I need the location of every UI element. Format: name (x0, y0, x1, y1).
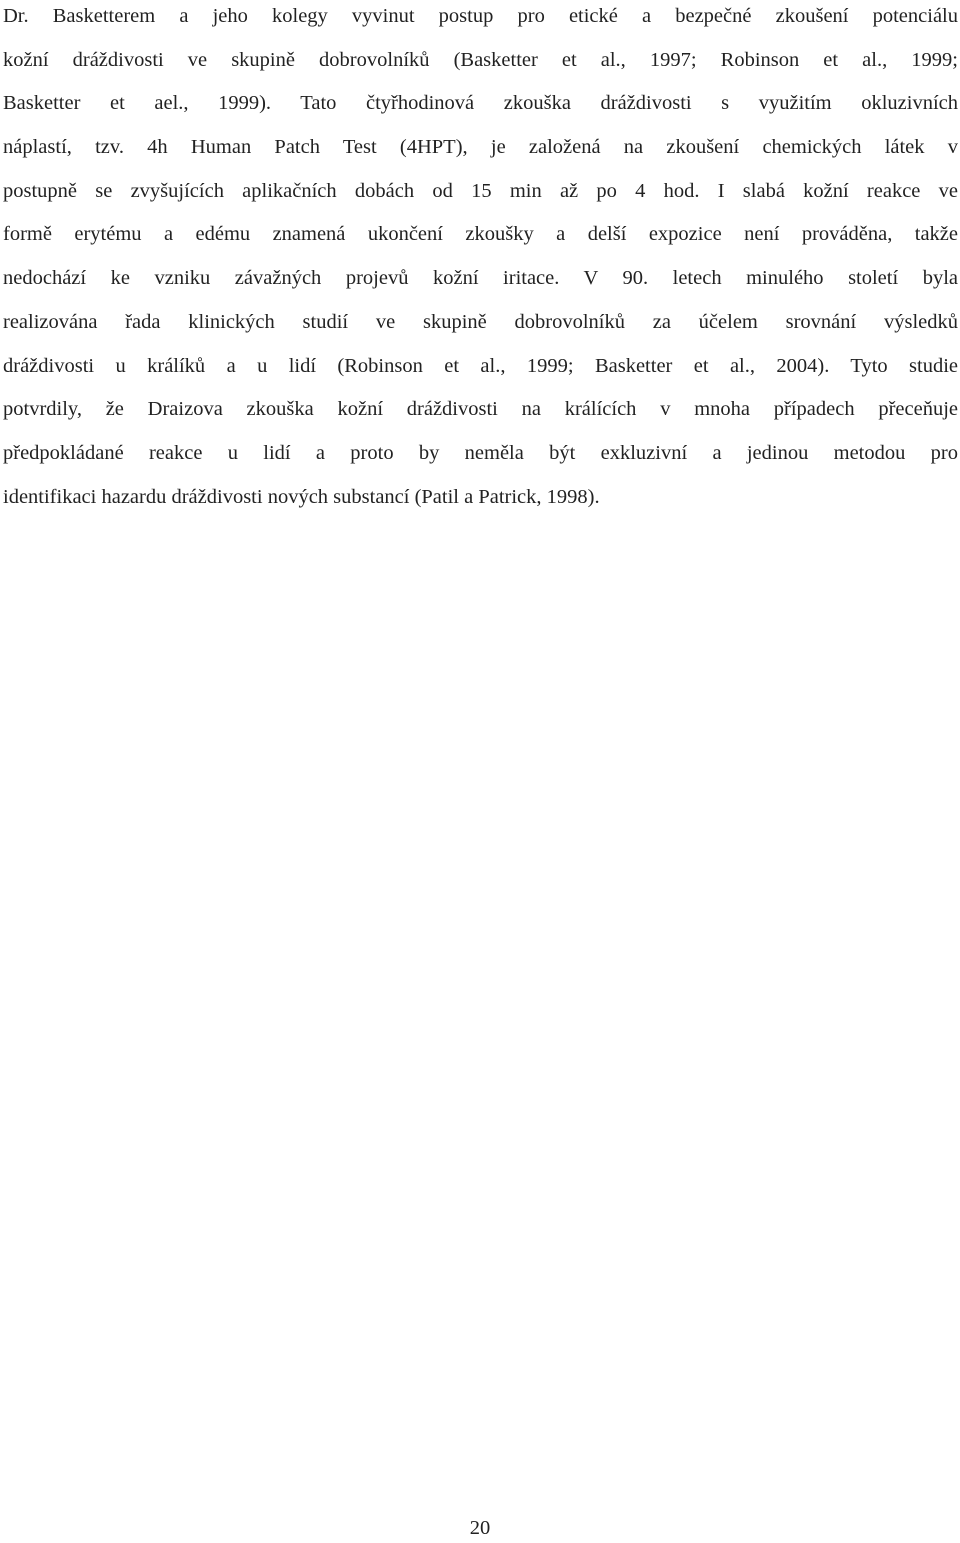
paragraph-line-9: dráždivosti u králíků a u lidí (Robinson et al., 1999; Basketter et al., 2004). Tyto studie (3, 354, 958, 377)
paragraph-line-7: nedochází ke vzniku závažných projevů kožní iritace. V 90. letech minulého století byla (3, 267, 958, 290)
paragraph-line-2: kožní dráždivosti ve skupině dobrovolníků (Basketter et al., 1997; Robinson et al., 1999; (3, 48, 958, 71)
paragraph-line-12: identifikaci hazardu dráždivosti nových substancí (Patil a Patrick, 1998). (3, 485, 600, 508)
paragraph-line-5: postupně se zvyšujících aplikačních dobách od 15 min až po 4 hod. I slabá kožní reakce ve (3, 179, 958, 202)
paragraph-line-10: potvrdily, že Draizova zkouška kožní dráždivosti na králících v mnoha případech přeceňuje (3, 398, 958, 421)
page-number: 20 (469, 1517, 491, 1539)
paragraph-line-1: Dr. Basketterem a jeho kolegy vyvinut postup pro etické a bezpečné zkoušení potenciálu (3, 5, 958, 27)
paragraph-line-11: předpokládané reakce u lidí a proto by neměla být exkluzivní a jedinou metodou pro (3, 441, 958, 464)
body-paragraph (3, 0, 958, 519)
paragraph-line-3: Basketter et ael., 1999). Tato čtyřhodinová zkouška dráždivosti s využitím okluzivních (3, 92, 958, 115)
paragraph-line-6: formě erytému a edému znamená ukončení zkoušky a delší expozice není prováděna, takže (3, 223, 958, 246)
paragraph-line-8: realizována řada klinických studií ve skupině dobrovolníků za účelem srovnání výsledků (3, 310, 958, 333)
paragraph-line-4: náplastí, tzv. 4h Human Patch Test (4HPT), je založená na zkoušení chemických látek v (3, 136, 958, 159)
